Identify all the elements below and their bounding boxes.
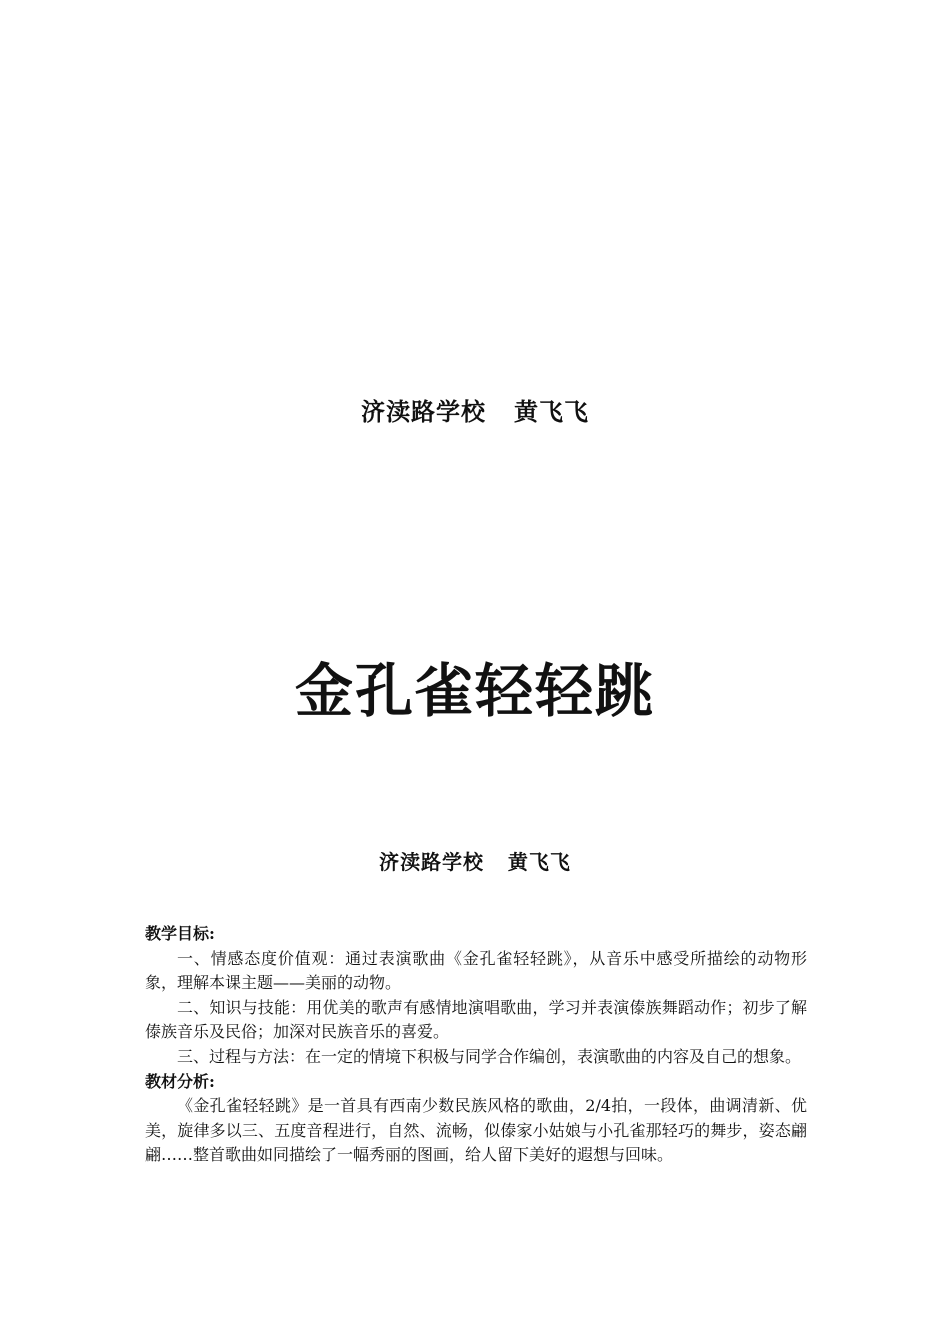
cover-author-line: 济渎路学校 黄飞飞 xyxy=(360,397,590,426)
goal-item-1: 一、情感态度价值观：通过表演歌曲《金孔雀轻轻跳》，从音乐中感受所描绘的动物形象，理解本课主题——美丽的动物。 xyxy=(145,948,807,993)
document-title: 金孔雀轻轻跳 xyxy=(294,657,655,725)
goal-item-3: 三、过程与方法：在一定的情境下积极与同学合作编创，表演歌曲的内容及自己的想象。 xyxy=(177,1046,802,1066)
document-body xyxy=(145,922,807,1168)
goal-item-2: 二、知识与技能：用优美的歌声有感情地演唱歌曲，学习并表演傣族舞蹈动作；初步了解傣族音乐及民俗；加深对民族音乐的喜爱。 xyxy=(145,997,807,1042)
goals-heading: 教学目标: xyxy=(145,924,215,943)
analysis-heading: 教材分析: xyxy=(145,1071,215,1091)
analysis-paragraph: 《金孔雀轻轻跳》是一首具有西南少数民族风格的歌曲，2/4拍，一段体，曲调清新、优美，旋律多以三、五度音程进行，自然、流畅，似傣家小姑娘与小孔雀那轻巧的舞步，姿态翩翩……整首歌曲如同描绘了一幅秀丽的图画，给人留下美好的遐想与回味。 xyxy=(145,1096,807,1165)
byline: 济渎路学校 黄飞飞 xyxy=(379,850,571,874)
